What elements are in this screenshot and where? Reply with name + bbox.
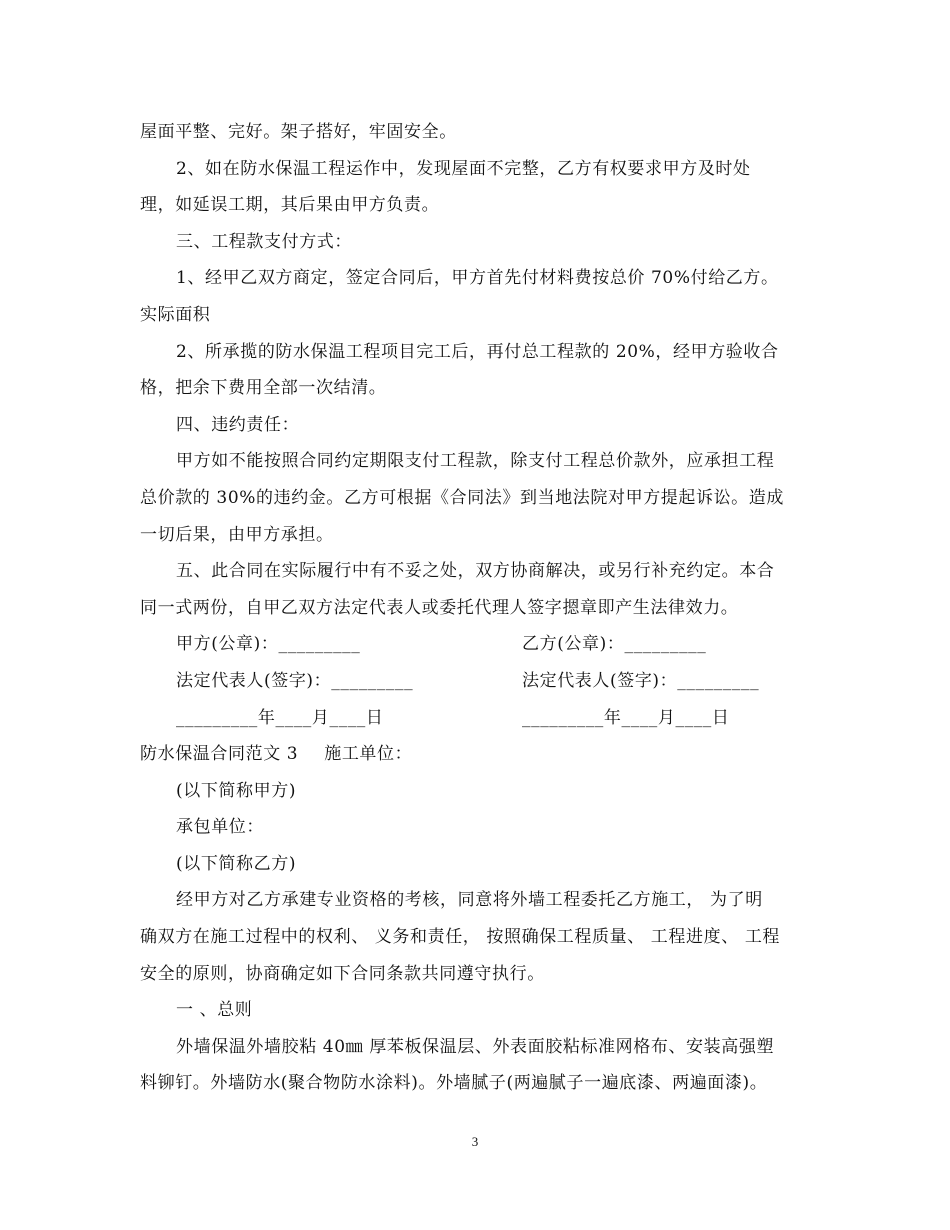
party-a-abbreviation: (以下简称甲方): [176, 780, 297, 801]
signature-row-date: [140, 700, 810, 737]
party-a-date: _________年____月____日: [176, 707, 384, 728]
party-b-seal: 乙方(公章)：_________: [522, 634, 707, 655]
text-line: 甲方如不能按照合同约定期限支付工程款，除支付工程总价款外，应承担工程: [176, 451, 775, 472]
text-line: 外墙保温外墙胶粘 40㎜ 厚苯板保温层、外表面胶粘标准网格布、安装高强塑: [176, 1036, 775, 1057]
document-body: [140, 114, 810, 1102]
party-a-seal: 甲方(公章)：_________: [176, 634, 361, 655]
text-line: 料铆钉。外墙防水(聚合物防水涂料)。外墙腻子(两遍腻子一遍底漆、两遍面漆)。: [140, 1073, 768, 1094]
signature-row-rep: [140, 663, 810, 700]
text-line: 安全的原则，协商确定如下合同条款共同遵守执行。: [140, 963, 545, 984]
text-line: 确双方在施工过程中的权利、 义务和责任， 按照确保工程质量、 工程进度、 工程: [140, 927, 781, 948]
text-line: 格，把余下费用全部一次结清。: [140, 378, 387, 399]
text-line: 经甲方对乙方承建专业资格的考核，同意将外墙工程委托乙方施工， 为了明: [176, 890, 763, 911]
text-line: 2、所承揽的防水保温工程项目完工后，再付总工程款的 20%，经甲方验收合: [176, 341, 779, 362]
contract-title: 防水保温合同范文 3: [140, 744, 299, 765]
text-line: 一切后果，由甲方承担。: [140, 524, 334, 545]
text-line: 五、此合同在实际履行中有不妥之处，双方协商解决，或另行补充约定。本合: [176, 561, 775, 582]
text-line: 理，如延误工期，其后果由甲方负责。: [140, 195, 440, 216]
section-heading: 四、违约责任：: [176, 414, 300, 435]
section-heading: 三、工程款支付方式：: [176, 231, 352, 252]
text-line: 实际面积: [140, 304, 211, 325]
construction-unit-label: 施工单位：: [324, 744, 413, 765]
text-line: 2、如在防水保温工程运作中，发现屋面不完整，乙方有权要求甲方及时处: [176, 158, 751, 179]
party-b-date: _________年____月____日: [522, 707, 730, 728]
party-b-representative: 法定代表人(签字)：_________: [522, 670, 760, 691]
text-line: 总价款的 30%的违约金。乙方可根据《合同法》到当地法院对甲方提起诉讼。造成: [140, 487, 784, 508]
text-line: 1、经甲乙双方商定，签定合同后，甲方首先付材料费按总价 70%付给乙方。: [176, 268, 779, 289]
contractor-unit-label: 承包单位：: [176, 817, 264, 838]
signature-row-seal: [140, 626, 810, 663]
text-line: 屋面平整、完好。架子搭好，牢固安全。: [140, 122, 457, 142]
section-heading: 一 、总则: [176, 1000, 253, 1021]
text-line: 同一式两份，自甲乙双方法定代表人或委托代理人签字摁章即产生法律效力。: [140, 597, 739, 618]
party-b-abbreviation: (以下简称乙方): [176, 853, 297, 874]
party-a-representative: 法定代表人(签字)：_________: [176, 670, 414, 691]
page-number: 3: [471, 1134, 479, 1149]
contract-heading: [140, 736, 810, 773]
